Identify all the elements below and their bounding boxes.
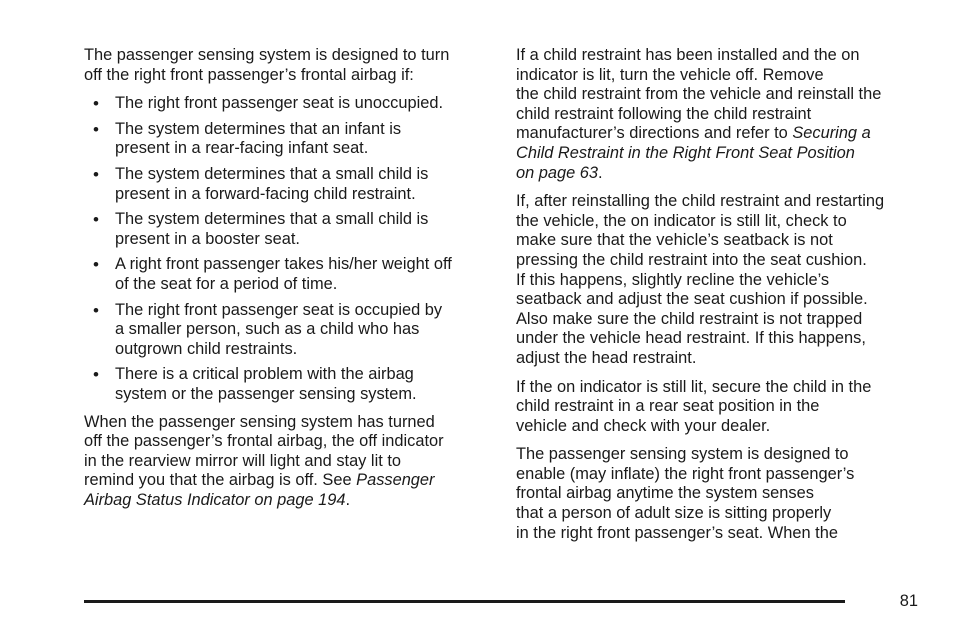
page-number: 81 <box>899 592 918 610</box>
dealer-paragraph: If the on indicator is still lit, secure the child in the child restraint in a rear seat position in the vehicle and check with your dealer. <box>516 377 872 435</box>
footer-rule <box>84 600 845 603</box>
cross-reference: Child Restraint in the Right Front Seat Position <box>516 143 855 162</box>
seatback-paragraph: If, after reinstalling the child restraint and restarting the vehicle, the on indicator is still lit, check to make sure that the vehicle’s seatback is not pressing the child restraint into the seat cushion. If this happens, slightly recline the vehicle’s seatback and adjust the seat cushion if possible. Also make sure the child restraint is not trapped under the vehicle head restraint. If this happens, adjust the head restraint. <box>516 192 885 367</box>
cross-reference: on page 63 <box>516 163 599 182</box>
list-item: • The right front passenger seat is occupied by a smaller person, such as a child who has outgrown child restraints. <box>84 301 494 360</box>
list-item: • The system determines that a small child is present in a booster seat. <box>84 210 494 249</box>
list-item: • The system determines that a small child is present in a forward-facing child restraint. <box>84 165 494 204</box>
list-item: • The system determines that an infant is present in a rear-facing infant seat. <box>84 120 494 159</box>
cross-reference: Passenger <box>356 471 435 490</box>
list-item: • There is a critical problem with the airbag system or the passenger sensing system. <box>84 365 494 404</box>
enable-airbag-paragraph: The passenger sensing system is designed to enable (may inflate) the right front passenger’s frontal airbag anytime the system senses that a person of adult size is sitting properly in the right front passenger’s seat. When the <box>516 445 855 542</box>
cross-reference: Securing a <box>792 124 871 143</box>
list-item: • A right front passenger takes his/her weight off of the seat for a period of time. <box>84 255 494 294</box>
left-column <box>84 46 494 519</box>
list-item: • The right front passenger seat is unoccupied. <box>84 94 494 114</box>
condition-list <box>84 94 494 404</box>
cross-reference: Airbag Status Indicator on page 194 <box>84 490 346 509</box>
reinstall-paragraph: If a child restraint has been installed and the on indicator is lit, turn the vehicle off. Remove the child restraint from the vehicle and reinstall the child restraint following the child restraint manufacturer’s directions and refer to Securing a Child Restraint in the Right Front Seat Position on page 63. <box>516 46 926 183</box>
airbag-off-paragraph: When the passenger sensing system has turned off the passenger’s frontal airbag, the off indicator in the rearview mirror will light and stay lit to remind you that the airbag is off. See Passenger Airbag Status Indicator on page 194. <box>84 412 444 509</box>
right-column <box>516 46 926 552</box>
intro-paragraph: The passenger sensing system is designed to turn off the right front passenger’s frontal airbag if: <box>84 46 450 84</box>
